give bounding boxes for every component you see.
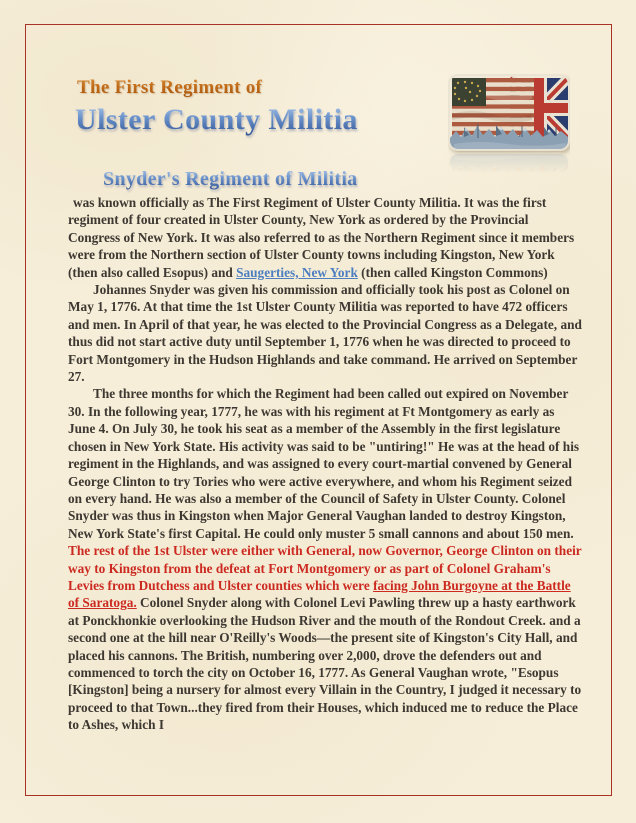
page-supertitle: The First Regiment of — [77, 77, 358, 99]
text-run: (then called Kingston Commons) — [357, 264, 548, 280]
flags-battle-image-svg — [448, 74, 570, 174]
article-paragraph — [68, 385, 583, 733]
text-run: The three months for which the Regiment had been called out expired on November 30. In the following year, 1777, he was with his regiment at Ft Montgomery as early as June 4. On July 30, he took his seat as a member of the Assembly in the first legislature chosen in New York State. His activity was said to be "untiring!" He was at the head of his regiment in the Highlands, and was assigned to every court-martial convened by General George Clinton to try Tories who were active everywhere, and whom his Regiment seized on every hand. He was also a member of the Council of Safety in Ulster County. Colonel Snyder was thus in Kingston when Major General Vaughan landed to destroy Kingston, New York State's first Capital. He could only muster 5 small cannons and about 150 men. — [68, 386, 580, 541]
saugerties-link[interactable]: Saugerties, New York — [236, 264, 358, 280]
section-heading: Snyder's Regiment of Militia — [103, 168, 611, 191]
text-run: was known officially as The First Regiment of Ulster County Militia. It was the first regiment of four created in Ulster County, New York as ordered by the Provincial Congress of New York. It was also referred to as the Northern Regiment since it members were from the Northern section of Ulster County towns including Kingston, New York (then also called Esopus) and — [68, 195, 575, 280]
article-paragraph — [68, 194, 583, 281]
text-run: Johannes Snyder was given his commission and officially took his post as Colonel on May 1, 1776. At that time the 1st Ulster County Militia was reported to have 472 officers and men. In April of that year, he was elected to the Provincial Congress as a Delegate, and thus did not start active duty until September 1, 1776 when he was directed to proceed to Fort Montgomery in the Hudson Highlands and take command. He arrived on September 27. — [68, 282, 582, 385]
article-paragraph — [68, 281, 583, 385]
page-border-frame — [25, 24, 612, 796]
text-run: Colonel Snyder along with Colonel Levi Pawling threw up a hasty earthwork at Ponckhonkie overlooking the Hudson River and the mouth of the Rondout Creek. and a second one at the hill near O'Reilly's Woods—the present site of Kingston's City Hall, and placed his cannons. The British, numbering over 2,000, drove the defenders out and commenced to torch the city on October 16, 1777. As General Vaughan wrote, "Esopus [Kingston] being a nursery for almost every Villain in the Country, I judged it necessary to proceed to that Town...they fired from their Houses, which induced me to reduce the Place to Ashes, which I — [68, 595, 582, 733]
title-block — [75, 74, 358, 137]
article — [68, 194, 583, 734]
page-title: Ulster County Militia — [75, 103, 358, 136]
text-run: The rest of the 1st Ulster were either with General, now Governor, George Clinton on their way to Kingston from the defeat at Fort Montgomery or as part of Colonel Graham's Levies from Dutchess and Ulster counties which were — [68, 543, 582, 593]
flags-battle-image — [448, 74, 570, 151]
header — [26, 25, 611, 151]
saratoga-link[interactable]: facing John Burgoyne at the Battle of Saratoga. — [68, 577, 571, 611]
